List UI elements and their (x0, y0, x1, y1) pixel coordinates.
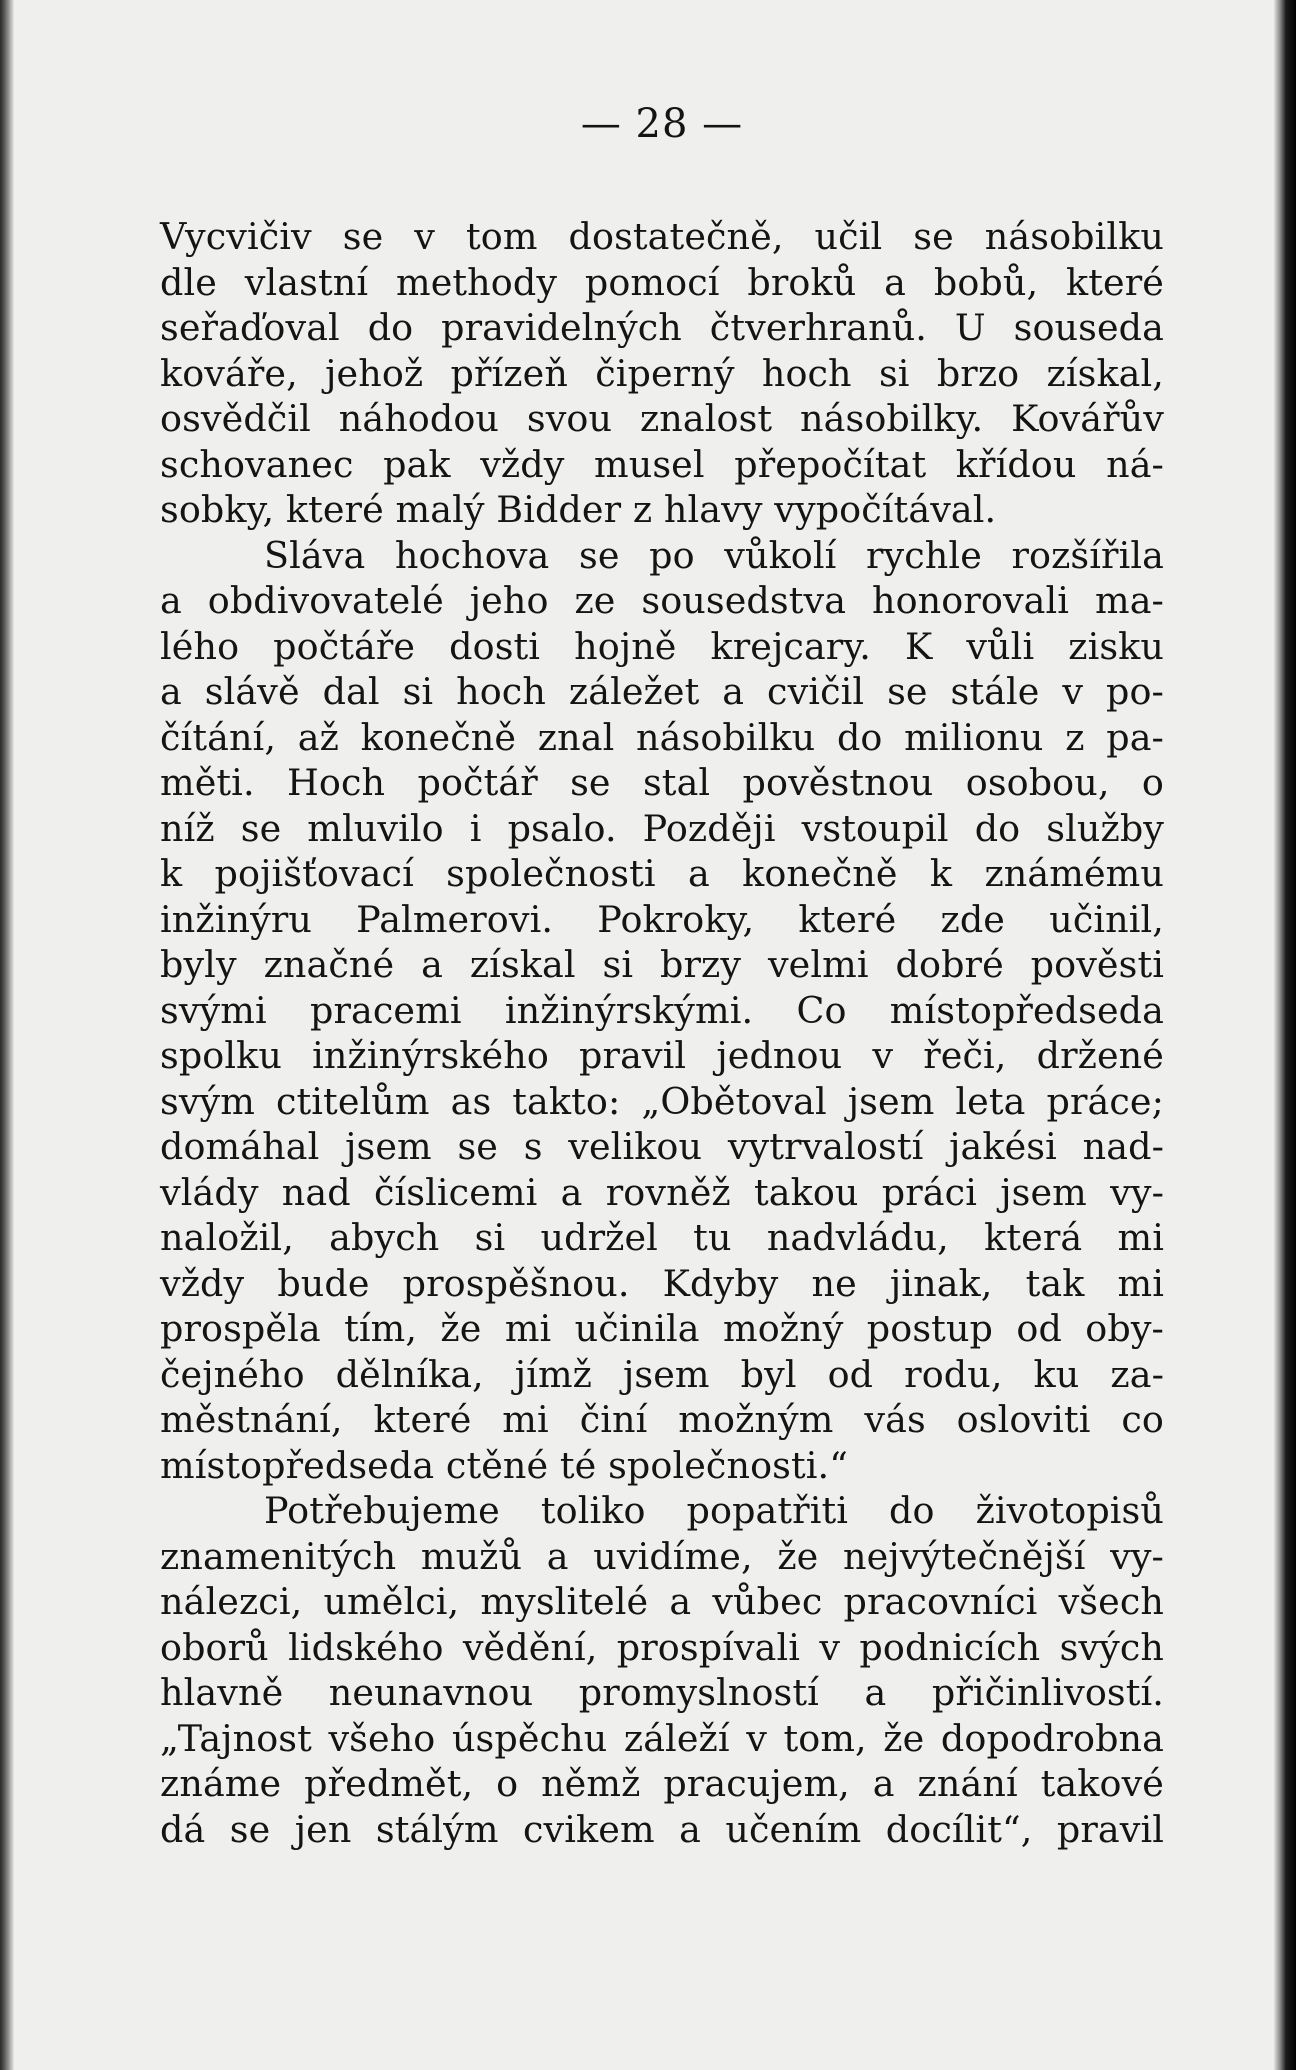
text-line: svými pracemi inžinýrskými. Co místopředseda (160, 988, 1164, 1032)
text-line: a slávě dal si hoch záležet a cvičil se stále v po- (160, 670, 1164, 713)
text-line: spolku inžinýrského pravil jednou v řeči, držené (160, 1034, 1164, 1077)
text-line: inžinýru Palmerovi. Pokroky, které zde učinil, (160, 897, 1164, 941)
text-line: Vycvičiv se v tom dostatečně, učil se násobilku (160, 215, 1164, 258)
text-line: Potřebujeme toliko popatřiti do životopisů (264, 1489, 1164, 1532)
text-line: městnání, které mi činí možným vás osloviti co (160, 1398, 1164, 1441)
text-line: osvědčil náhodou svou znalost násobilky. Kovářův (160, 397, 1164, 440)
text-line: níž se mluvilo i psalo. Později vstoupil do služby (160, 806, 1164, 850)
text-line: vždy bude prospěšnou. Kdyby ne jinak, tak mi (160, 1261, 1164, 1305)
text-line: kováře, jehož přízeň čiperný hoch si brzo získal, (160, 351, 1164, 395)
text-line: měti. Hoch počtář se stal pověstnou osobou, o (160, 761, 1164, 804)
text-line: lého počtáře dosti hojně krejcary. K vůli zisku (160, 624, 1164, 668)
text-line: seřaďoval do pravidelných čtverhranů. U souseda (160, 306, 1164, 349)
text-line: hlavně neunavnou promyslností a přičinlivostí. (160, 1671, 1164, 1714)
text-line: dle vlastní methody pomocí broků a bobů, které (160, 260, 1164, 304)
page-left-edge (0, 0, 14, 2070)
text-line: místopředseda ctěné té společnosti.“ (160, 1443, 848, 1487)
page-number: — 28 — (580, 101, 744, 147)
text-line: známe předmět, o němž pracujem, a znání takové (160, 1762, 1164, 1805)
text-line: k pojišťovací společnosti a konečně k známému (160, 852, 1164, 895)
text-line: čítání, až konečně znal násobilku do milionu z pa- (160, 715, 1164, 759)
text-line: oborů lidského vědění, prospívali v podnicích svých (160, 1625, 1164, 1669)
text-line: nálezci, umělci, myslitelé a vůbec pracovníci všech (160, 1580, 1164, 1623)
text-line: vlády nad číslicemi a rovněž takou práci jsem vy- (160, 1170, 1164, 1214)
text-line: čejného dělníka, jímž jsem byl od rodu, ku za- (160, 1352, 1164, 1396)
text-line: domáhal jsem se s velikou vytrvalostí jakési nad- (160, 1125, 1164, 1168)
text-line: znamenitých mužů a uvidíme, že nejvýtečnější vy- (160, 1534, 1164, 1578)
text-line: „Tajnost všeho úspěchu záleží v tom, že dopodrobna (160, 1716, 1164, 1760)
body-text (160, 214, 1164, 1852)
text-line: schovanec pak vždy musel přepočítat křídou ná- (160, 442, 1164, 486)
text-line: naložil, abych si udržel tu nadvládu, která mi (160, 1216, 1164, 1259)
page-right-edge (1274, 0, 1296, 2070)
text-line: prospěla tím, že mi učinila možný postup od oby- (160, 1307, 1164, 1350)
page-content (160, 100, 1164, 1852)
text-line: a obdivovatelé jeho ze sousedstva honorovali ma- (160, 579, 1164, 622)
text-line: sobky, které malý Bidder z hlavy vypočítával. (160, 488, 997, 531)
text-line: Sláva hochova se po vůkolí rychle rozšířila (264, 533, 1164, 577)
text-line: dá se jen stálým cvikem a učením docílit“, pravil (160, 1807, 1164, 1851)
text-line: svým ctitelům as takto: „Obětoval jsem leta práce; (160, 1079, 1164, 1123)
text-line: byly značné a získal si brzy velmi dobré pověsti (160, 943, 1164, 986)
